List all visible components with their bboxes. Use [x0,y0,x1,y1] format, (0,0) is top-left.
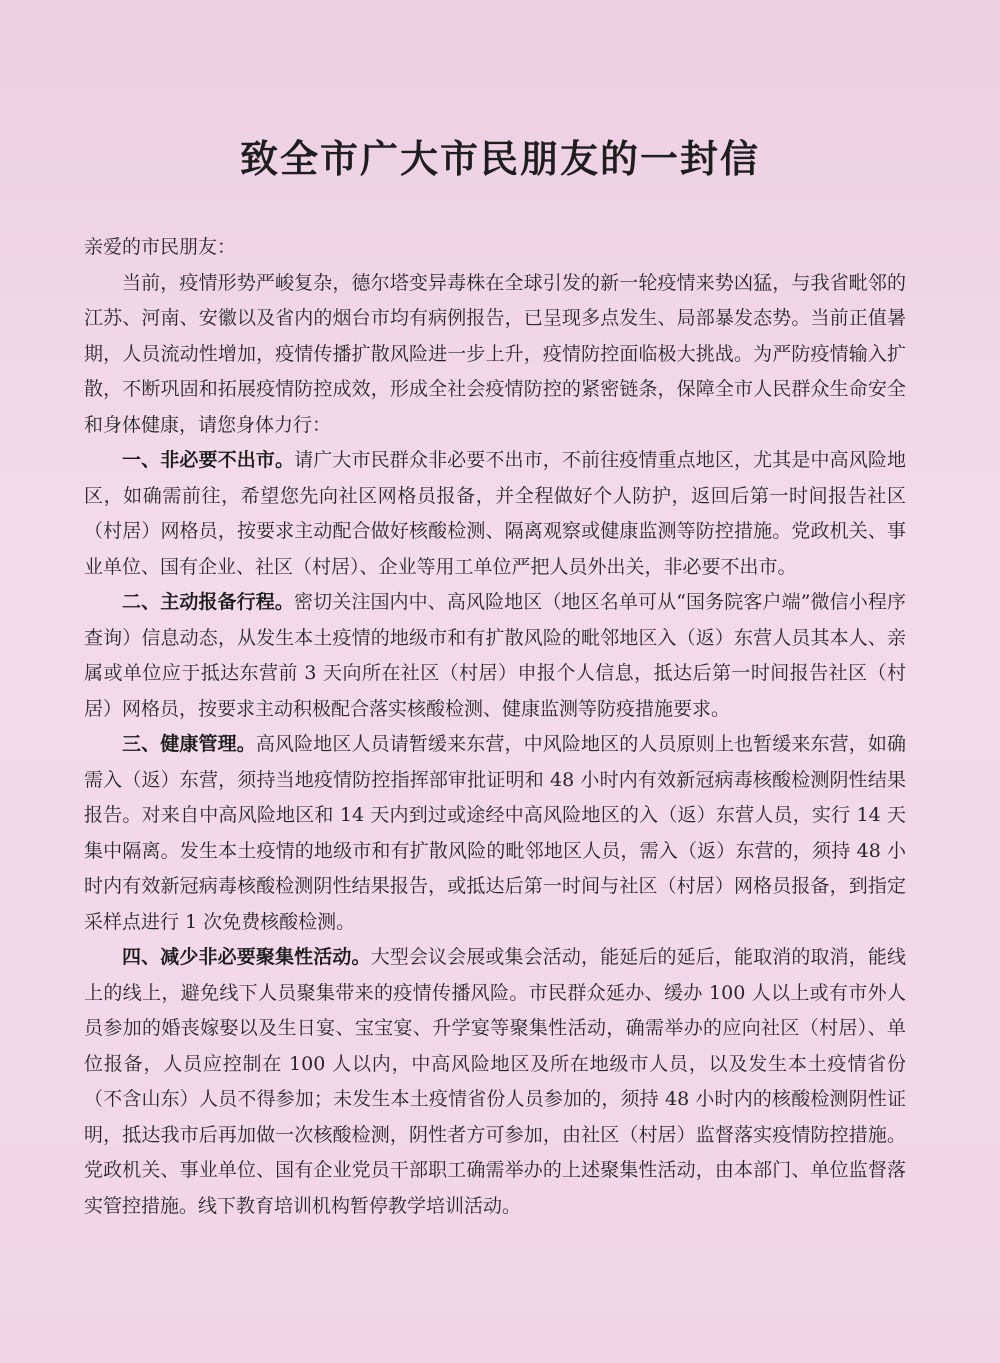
letter-body [84,230,906,1224]
section-heading: 三、健康管理。 [122,733,256,755]
intro-paragraph: 当前，疫情形势严峻复杂，德尔塔变异毒株在全球引发的新一轮疫情来势凶猛，与我省毗邻的江苏、河南、安徽以及省内的烟台市均有病例报告，已呈现多点发生、局部暴发态势。当前正值暑期，人员流动性增加，疫情传播扩散风险进一步上升，疫情防控面临极大挑战。为严防疫情输入扩散，不断巩固和拓展疫情防控成效，形成全社会疫情防控的紧密链条，保障全市人民群众生命安全和身体健康，请您身体力行： [84,271,906,436]
section-paragraph [84,443,906,585]
section-body: 请广大市民群众非必要不出市，不前往疫情重点地区，尤其是中高风险地区，如确需前往，希望您先向社区网格员报备，并全程做好个人防护，返回后第一时间报告社区（村居）网格员，按要求主动配合做好核酸检测、隔离观察或健康监测等防控措施。党政机关、事业单位、国有企业、社区（村居）、企业等用工单位严把人员外出关，非必要不出市。 [84,449,906,578]
section-body: 大型会议会展或集会活动，能延后的延后，能取消的取消，能线上的线上，避免线下人员聚集带来的疫情传播风险。市民群众延办、缓办 100 人以上或有市外人员参加的婚丧嫁娶以及生日宴、宝宝宴、升学宴等聚集性活动，确需举办的应向社区（村居）、单位报备，人员应控制在 100 人以内，中高风险地区及所在地级市人员，以及发生本土疫情省份（不含山东）人员不得参加；未发生本土疫情省份人员参加的，须持 48 小时内的核酸检测阴性证明，抵达我市后再加做一次核酸检测，阴性者方可参加，由社区（村居）监督落实疫情防控措施。党政机关、事业单位、国有企业党员干部职工确需举办的上述聚集性活动，由本部门、单位监督落实管控措施。线下教育培训机构暂停教学培训活动。 [84,946,906,1217]
salutation: 亲爱的市民朋友： [84,236,237,258]
section-paragraph [84,940,906,1224]
section-heading: 二、主动报备行程。 [122,591,294,613]
section-heading: 一、非必要不出市。 [122,449,295,471]
section-paragraph [84,727,906,940]
document-title: 致全市广大市民朋友的一封信 [239,136,760,181]
section-body: 高风险地区人员请暂缓来东营，中风险地区的人员原则上也暂缓来东营，如确需入（返）东营，须持当地疫情防控指挥部审批证明和 48 小时内有效新冠病毒核酸检测阴性结果报告。对来自中高风险地区和 14 天内到过或途经中高风险地区的入（返）东营人员，实行 14 天集中隔离。发生本土疫情的地级市和有扩散风险的毗邻地区人员，需入（返）东营的，须持 48 小时内有效新冠病毒核酸检测阴性结果报告，或抵达后第一时间与社区（村居）网格员报备，到指定采样点进行 1 次免费核酸检测。 [84,733,906,933]
section-body: 密切关注国内中、高风险地区（地区名单可从“国务院客户端”微信小程序查询）信息动态，从发生本土疫情的地级市和有扩散风险的毗邻地区入（返）东营人员其本人、亲属或单位应于抵达东营前 3 天向所在社区（村居）申报个人信息，抵达后第一时间报告社区（村居）网格员，按要求主动积极配合落实核酸检测、健康监测等防疫措施要求。 [84,591,906,720]
section-paragraph [84,585,906,727]
section-heading: 四、减少非必要聚集性活动。 [122,946,371,968]
